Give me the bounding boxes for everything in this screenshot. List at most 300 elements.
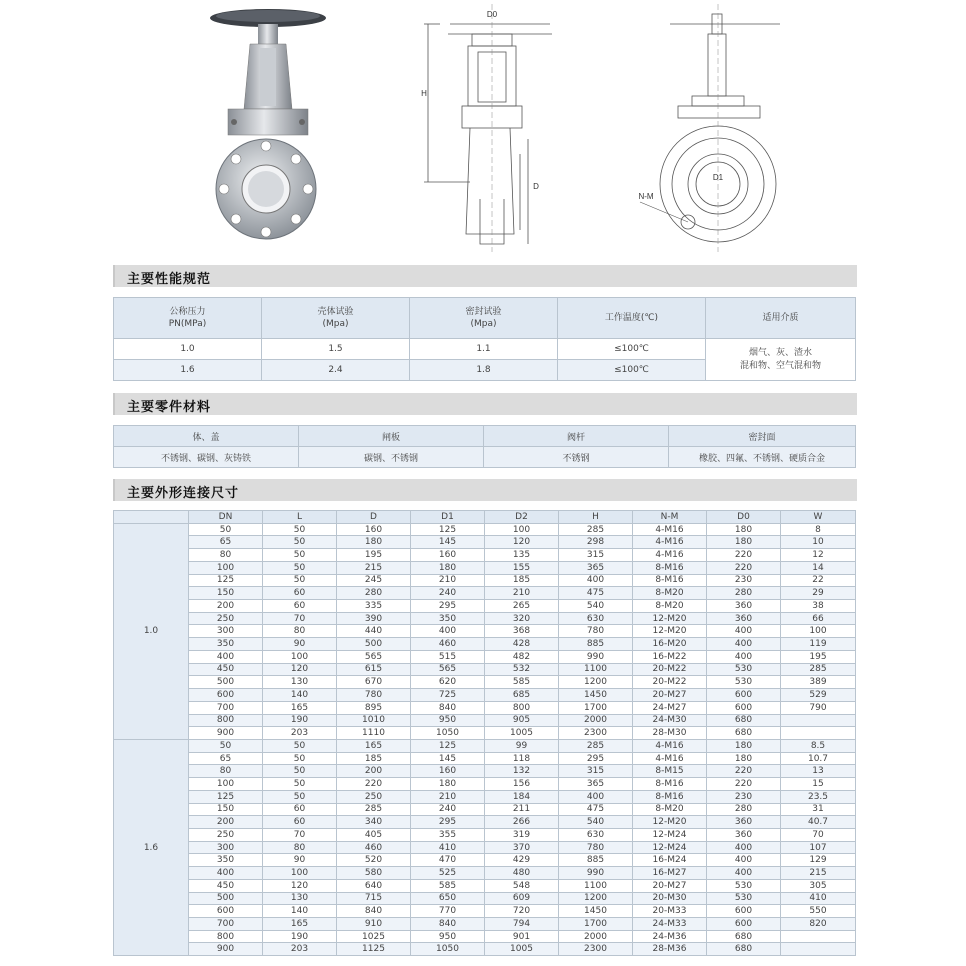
perf-cell: 1.6 (114, 360, 262, 381)
dims-cell: 475 (559, 803, 633, 816)
perf-header-row (114, 298, 856, 339)
dims-cell: 680 (707, 943, 781, 956)
dims-cell: 475 (559, 587, 633, 600)
dims-cell: 368 (485, 625, 559, 638)
dims-cell: 145 (411, 536, 485, 549)
dims-cell: 38 (781, 600, 856, 613)
dims-cell: 580 (337, 867, 411, 880)
dims-header-d2: D2 (485, 511, 559, 524)
perf-medium-cell: 烟气、灰、渣水 混和物、空气混和物 (706, 339, 856, 381)
dims-cell: 8-M16 (633, 561, 707, 574)
dims-cell: 220 (337, 778, 411, 791)
label-d0: D0 (486, 10, 498, 19)
dims-cell: 680 (707, 727, 781, 740)
dims-cell: 389 (781, 676, 856, 689)
dims-cell: 132 (485, 765, 559, 778)
dims-cell: 400 (707, 854, 781, 867)
dims-cell: 4-M16 (633, 752, 707, 765)
dims-cell: 295 (559, 752, 633, 765)
dims-cell: 720 (485, 905, 559, 918)
dims-cell: 905 (485, 714, 559, 727)
dims-cell: 195 (337, 549, 411, 562)
dims-cell: 129 (781, 854, 856, 867)
dims-cell: 16-M27 (633, 867, 707, 880)
perf-cell: ≤100℃ (558, 360, 706, 381)
dims-cell: 1125 (337, 943, 411, 956)
dims-cell: 319 (485, 828, 559, 841)
dims-cell: 40.7 (781, 816, 856, 829)
dims-cell: 840 (411, 918, 485, 931)
dims-cell: 125 (189, 790, 263, 803)
dims-cell: 50 (263, 739, 337, 752)
dims-cell: 50 (189, 739, 263, 752)
section-dimensions-header (113, 479, 857, 501)
dims-cell: 180 (707, 523, 781, 536)
dims-cell: 700 (189, 918, 263, 931)
dims-cell: 910 (337, 918, 411, 931)
dims-cell: 180 (411, 778, 485, 791)
dims-row (114, 536, 856, 549)
dims-header-dn: DN (189, 511, 263, 524)
dims-cell: 585 (485, 676, 559, 689)
dims-cell: 100 (189, 561, 263, 574)
section-performance-header (113, 265, 857, 287)
dims-cell: 185 (337, 752, 411, 765)
dims-cell: 2300 (559, 943, 633, 956)
dims-cell: 220 (707, 778, 781, 791)
dims-cell: 2000 (559, 930, 633, 943)
dims-cell: 8-M20 (633, 803, 707, 816)
perf-row (114, 339, 856, 360)
dims-row (114, 600, 856, 613)
dims-header-corner (114, 511, 189, 524)
dims-row (114, 841, 856, 854)
perf-cell: 1.1 (410, 339, 558, 360)
section-materials-header (113, 393, 857, 415)
mat-header: 闸板 (299, 426, 484, 447)
dims-cell: 550 (781, 905, 856, 918)
dims-cell: 150 (189, 587, 263, 600)
dims-cell: 8-M15 (633, 765, 707, 778)
dims-cell: 50 (263, 778, 337, 791)
dims-cell: 1005 (485, 727, 559, 740)
dims-cell: 990 (559, 867, 633, 880)
dims-cell: 950 (411, 714, 485, 727)
dims-header-n-m: N-M (633, 511, 707, 524)
dims-cell: 280 (337, 587, 411, 600)
dims-cell: 250 (337, 790, 411, 803)
mat-cell: 碳钢、不锈钢 (299, 447, 484, 468)
dims-row (114, 701, 856, 714)
dims-cell (781, 727, 856, 740)
dims-row (114, 638, 856, 651)
dims-cell: 790 (781, 701, 856, 714)
valve-front-drawing (630, 4, 790, 256)
dims-cell: 285 (337, 803, 411, 816)
dims-cell: 410 (411, 841, 485, 854)
dims-cell (781, 943, 856, 956)
dims-cell: 8-M16 (633, 790, 707, 803)
perf-cell: 2.4 (262, 360, 410, 381)
dims-cell: 50 (263, 523, 337, 536)
dims-cell: 8.5 (781, 739, 856, 752)
dims-cell: 215 (337, 561, 411, 574)
dims-cell: 2300 (559, 727, 633, 740)
mat-header: 阀杆 (484, 426, 669, 447)
dims-cell: 400 (707, 650, 781, 663)
dims-cell: 355 (411, 828, 485, 841)
dims-cell: 400 (707, 841, 781, 854)
dims-cell: 65 (189, 752, 263, 765)
dims-cell: 1700 (559, 918, 633, 931)
dims-cell: 28-M30 (633, 727, 707, 740)
dims-cell: 460 (337, 841, 411, 854)
dims-cell: 140 (263, 905, 337, 918)
mat-cell: 不锈钢、碳钢、灰铸铁 (114, 447, 299, 468)
dims-row (114, 612, 856, 625)
dims-cell: 210 (411, 790, 485, 803)
dims-cell: 23.5 (781, 790, 856, 803)
dims-cell: 66 (781, 612, 856, 625)
dims-cell: 184 (485, 790, 559, 803)
label-d1: D1 (712, 173, 724, 182)
dims-cell: 1450 (559, 689, 633, 702)
dims-cell: 480 (485, 867, 559, 880)
dims-cell: 180 (411, 561, 485, 574)
dims-cell: 220 (707, 765, 781, 778)
dims-cell: 400 (411, 625, 485, 638)
dims-cell: 794 (485, 918, 559, 931)
dims-cell: 540 (559, 600, 633, 613)
dims-cell: 680 (707, 714, 781, 727)
dims-cell: 525 (411, 867, 485, 880)
dims-cell: 50 (263, 574, 337, 587)
dims-cell: 482 (485, 650, 559, 663)
dims-cell: 20-M22 (633, 663, 707, 676)
dims-cell: 240 (411, 803, 485, 816)
dims-cell: 13 (781, 765, 856, 778)
dims-cell: 50 (263, 549, 337, 562)
dims-cell: 298 (559, 536, 633, 549)
dims-cell: 22 (781, 574, 856, 587)
dims-cell (781, 714, 856, 727)
dims-cell: 450 (189, 879, 263, 892)
dims-row (114, 663, 856, 676)
valve-side-drawing (410, 4, 560, 256)
dims-cell: 950 (411, 930, 485, 943)
dims-cell: 80 (263, 625, 337, 638)
dims-cell: 400 (189, 650, 263, 663)
dims-cell: 548 (485, 879, 559, 892)
section-performance-title: 主要性能规范 (127, 272, 212, 287)
dims-row (114, 854, 856, 867)
dims-cell: 350 (189, 854, 263, 867)
dims-cell: 895 (337, 701, 411, 714)
dims-cell: 370 (485, 841, 559, 854)
label-d: D (533, 182, 539, 191)
dims-cell: 565 (411, 663, 485, 676)
perf-cell: 1.5 (262, 339, 410, 360)
dims-cell: 99 (485, 739, 559, 752)
dims-cell: 230 (707, 574, 781, 587)
dims-cell: 15 (781, 778, 856, 791)
dims-row (114, 765, 856, 778)
dims-cell: 100 (263, 867, 337, 880)
dims-cell: 320 (485, 612, 559, 625)
perf-header-seal: 密封试验 (Mpa) (410, 298, 558, 339)
dims-row (114, 727, 856, 740)
dims-cell: 900 (189, 727, 263, 740)
dims-row (114, 892, 856, 905)
dims-cell: 130 (263, 676, 337, 689)
dims-cell: 211 (485, 803, 559, 816)
dims-cell: 428 (485, 638, 559, 651)
dims-cell: 460 (411, 638, 485, 651)
dims-cell: 70 (263, 612, 337, 625)
dims-header-h: H (559, 511, 633, 524)
dims-cell: 135 (485, 549, 559, 562)
dims-cell: 295 (411, 816, 485, 829)
dims-cell: 80 (189, 765, 263, 778)
dims-cell: 520 (337, 854, 411, 867)
dims-cell: 400 (707, 625, 781, 638)
dims-cell: 640 (337, 879, 411, 892)
dims-cell: 335 (337, 600, 411, 613)
dims-cell: 20-M27 (633, 879, 707, 892)
dims-cell: 60 (263, 803, 337, 816)
dims-cell: 685 (485, 689, 559, 702)
dims-cell: 60 (263, 816, 337, 829)
dims-cell: 230 (707, 790, 781, 803)
dims-cell: 450 (189, 663, 263, 676)
dims-cell: 100 (263, 650, 337, 663)
dims-cell: 24-M30 (633, 714, 707, 727)
dims-cell: 305 (781, 879, 856, 892)
dims-cell: 800 (189, 930, 263, 943)
dims-cell: 180 (337, 536, 411, 549)
dims-cell: 280 (707, 587, 781, 600)
dims-cell: 90 (263, 638, 337, 651)
dims-cell: 125 (189, 574, 263, 587)
dims-cell: 360 (707, 600, 781, 613)
dims-cell: 532 (485, 663, 559, 676)
dims-cell: 470 (411, 854, 485, 867)
dims-cell: 14 (781, 561, 856, 574)
dims-cell: 1700 (559, 701, 633, 714)
dims-cell: 400 (189, 867, 263, 880)
dims-row (114, 739, 856, 752)
dims-cell: 1100 (559, 663, 633, 676)
dims-row (114, 689, 856, 702)
dims-cell: 80 (189, 549, 263, 562)
dims-cell: 60 (263, 587, 337, 600)
mat-header: 体、盖 (114, 426, 299, 447)
dims-cell: 360 (707, 612, 781, 625)
dims-cell: 300 (189, 841, 263, 854)
dims-row (114, 918, 856, 931)
dims-row (114, 879, 856, 892)
dims-cell: 220 (707, 549, 781, 562)
dims-cell: 400 (707, 638, 781, 651)
dims-cell: 266 (485, 816, 559, 829)
section-materials-title: 主要零件材料 (127, 400, 212, 415)
dims-cell: 60 (263, 600, 337, 613)
dims-cell: 140 (263, 689, 337, 702)
dims-cell: 100 (781, 625, 856, 638)
performance-table (113, 297, 856, 381)
dims-cell: 24-M27 (633, 701, 707, 714)
dims-cell: 20-M30 (633, 892, 707, 905)
dims-cell: 515 (411, 650, 485, 663)
dims-cell: 90 (263, 854, 337, 867)
dims-cell: 901 (485, 930, 559, 943)
dims-cell: 4-M16 (633, 739, 707, 752)
dims-row (114, 816, 856, 829)
dims-cell: 2000 (559, 714, 633, 727)
dims-row (114, 650, 856, 663)
dims-cell: 50 (263, 536, 337, 549)
dims-row (114, 905, 856, 918)
dims-cell: 800 (189, 714, 263, 727)
dims-cell: 16-M22 (633, 650, 707, 663)
dims-cell: 8-M20 (633, 587, 707, 600)
dims-cell: 1050 (411, 727, 485, 740)
dims-cell: 350 (189, 638, 263, 651)
dims-cell: 365 (559, 778, 633, 791)
dims-cell: 145 (411, 752, 485, 765)
dims-cell: 65 (189, 536, 263, 549)
dims-cell: 195 (781, 650, 856, 663)
dims-cell: 600 (189, 905, 263, 918)
dims-cell: 620 (411, 676, 485, 689)
dims-cell: 440 (337, 625, 411, 638)
dims-cell: 840 (337, 905, 411, 918)
dims-cell: 200 (189, 816, 263, 829)
dims-cell: 1450 (559, 905, 633, 918)
dims-cell: 165 (337, 739, 411, 752)
dims-cell: 120 (263, 663, 337, 676)
dims-cell: 360 (707, 828, 781, 841)
dims-cell: 350 (411, 612, 485, 625)
dims-header-w: W (781, 511, 856, 524)
dims-cell: 4-M16 (633, 536, 707, 549)
dims-header-d0: D0 (707, 511, 781, 524)
dims-cell: 180 (707, 739, 781, 752)
dims-cell: 405 (337, 828, 411, 841)
dims-row (114, 587, 856, 600)
dims-cell: 200 (337, 765, 411, 778)
dims-cell: 120 (263, 879, 337, 892)
dims-cell: 24-M36 (633, 930, 707, 943)
dims-cell: 203 (263, 943, 337, 956)
dims-cell: 190 (263, 714, 337, 727)
materials-table (113, 425, 856, 468)
dims-cell: 24-M33 (633, 918, 707, 931)
dims-cell: 240 (411, 587, 485, 600)
dims-pn-cell: 1.0 (114, 523, 189, 739)
dims-cell: 630 (559, 612, 633, 625)
dims-cell: 160 (337, 523, 411, 536)
dims-cell: 1100 (559, 879, 633, 892)
perf-cell: ≤100℃ (558, 339, 706, 360)
dims-cell: 250 (189, 612, 263, 625)
dims-cell: 245 (337, 574, 411, 587)
dims-cell: 780 (337, 689, 411, 702)
dims-cell: 12-M20 (633, 816, 707, 829)
mat-cell: 不锈钢 (484, 447, 669, 468)
dims-cell: 315 (559, 765, 633, 778)
dims-row (114, 523, 856, 536)
dims-cell: 8-M16 (633, 574, 707, 587)
dims-cell: 885 (559, 638, 633, 651)
dims-cell: 1200 (559, 676, 633, 689)
dims-cell: 630 (559, 828, 633, 841)
dims-cell: 410 (781, 892, 856, 905)
dims-cell: 529 (781, 689, 856, 702)
dims-cell: 500 (337, 638, 411, 651)
dims-cell: 530 (707, 879, 781, 892)
dims-cell: 118 (485, 752, 559, 765)
dims-cell: 185 (485, 574, 559, 587)
dims-cell: 300 (189, 625, 263, 638)
dims-cell: 180 (707, 536, 781, 549)
dims-cell: 16-M20 (633, 638, 707, 651)
dims-cell: 280 (707, 803, 781, 816)
dims-cell: 8-M16 (633, 778, 707, 791)
dims-cell: 10.7 (781, 752, 856, 765)
dims-row (114, 828, 856, 841)
dims-cell: 530 (707, 663, 781, 676)
dims-row (114, 625, 856, 638)
dims-cell: 12 (781, 549, 856, 562)
dims-cell: 125 (411, 523, 485, 536)
perf-cell: 1.8 (410, 360, 558, 381)
dims-cell: 600 (707, 918, 781, 931)
dims-row (114, 867, 856, 880)
dims-cell: 365 (559, 561, 633, 574)
dims-cell: 285 (781, 663, 856, 676)
dims-cell: 1200 (559, 892, 633, 905)
dims-cell: 50 (263, 752, 337, 765)
dims-row (114, 778, 856, 791)
dims-cell: 615 (337, 663, 411, 676)
dims-cell: 770 (411, 905, 485, 918)
mat-header: 密封面 (669, 426, 856, 447)
dimensions-table (113, 510, 856, 956)
dims-cell: 250 (189, 828, 263, 841)
dims-cell: 600 (707, 905, 781, 918)
dims-cell: 8-M20 (633, 600, 707, 613)
dims-cell: 1110 (337, 727, 411, 740)
dims-cell: 650 (411, 892, 485, 905)
dims-cell: 125 (411, 739, 485, 752)
dims-cell: 70 (263, 828, 337, 841)
dims-row (114, 930, 856, 943)
dims-cell: 295 (411, 600, 485, 613)
label-h: H (421, 89, 427, 98)
dims-cell: 100 (485, 523, 559, 536)
dims-row (114, 790, 856, 803)
dims-cell: 670 (337, 676, 411, 689)
dims-pn-cell: 1.6 (114, 739, 189, 955)
dims-cell: 780 (559, 625, 633, 638)
dims-cell: 600 (707, 689, 781, 702)
dims-cell: 265 (485, 600, 559, 613)
dims-row (114, 714, 856, 727)
dims-cell: 1050 (411, 943, 485, 956)
dims-cell: 165 (263, 701, 337, 714)
dims-cell: 530 (707, 676, 781, 689)
